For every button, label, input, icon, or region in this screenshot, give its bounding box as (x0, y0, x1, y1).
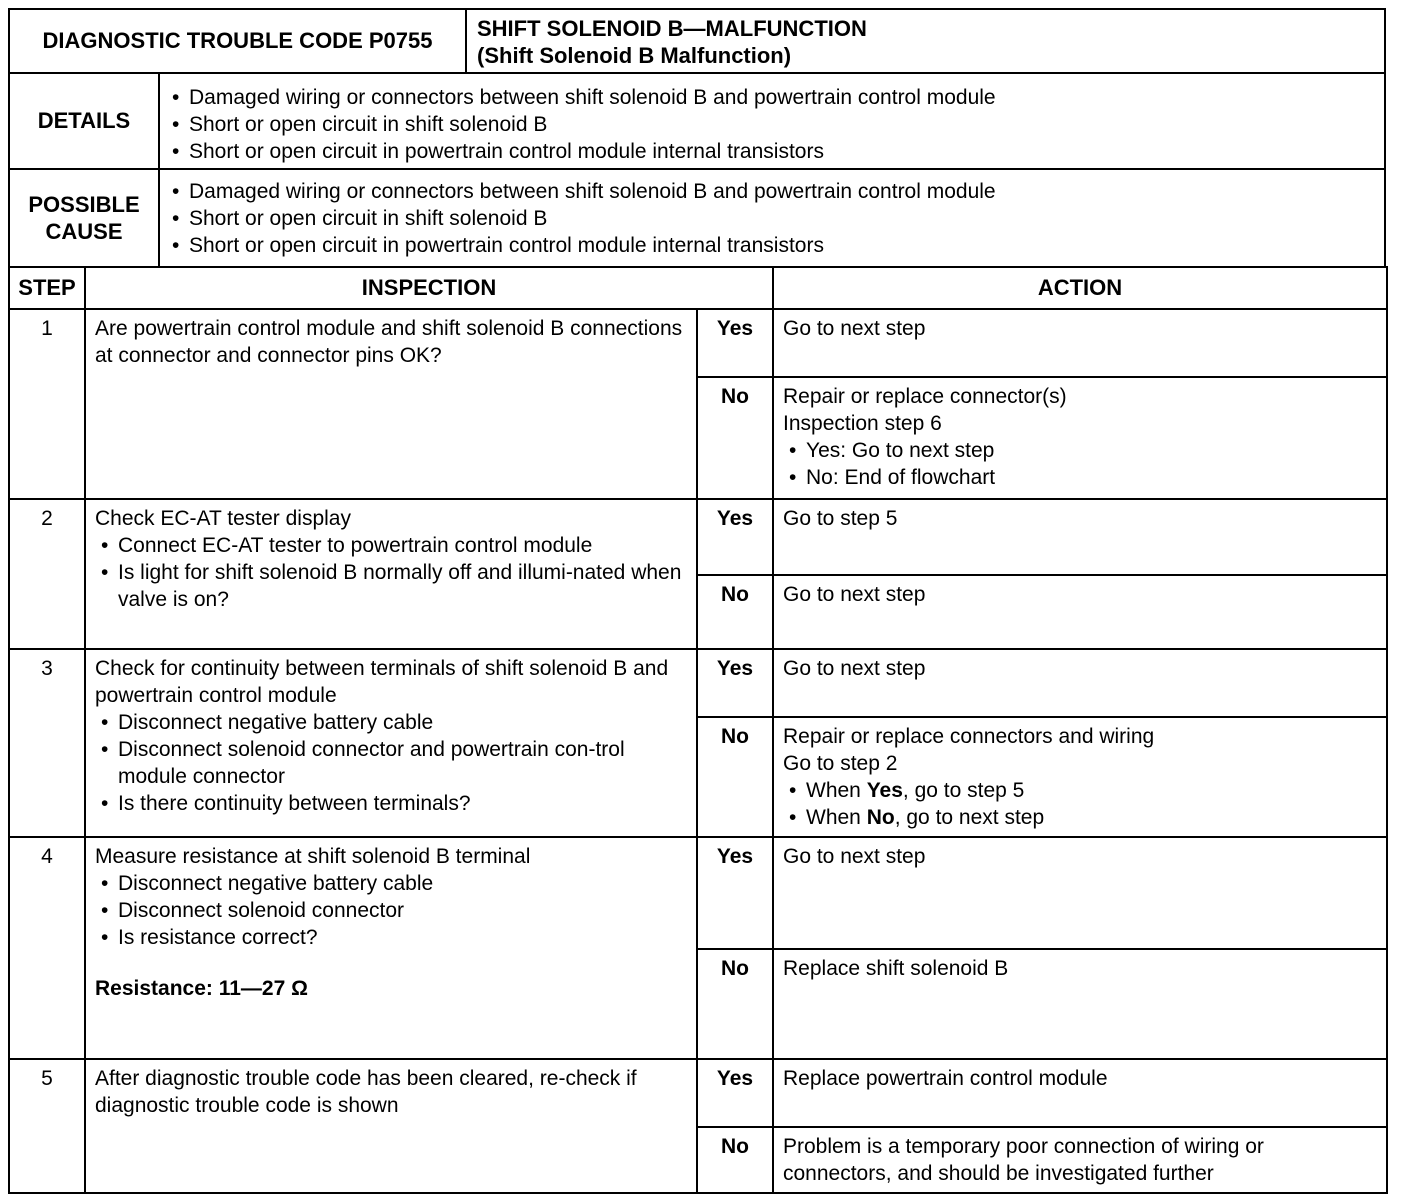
yes-action: Replace powertrain control module (773, 1059, 1387, 1127)
details-label: DETAILS (10, 74, 160, 168)
step-number: 4 (9, 837, 85, 1059)
inspection-cell: Check EC-AT tester display • Connect EC-AT tester to powertrain control module • Is light for shift solenoid B normally off and illumi-nated when valve is on? (85, 499, 697, 649)
details-item: • Short or open circuit in shift solenoid B (166, 111, 1366, 138)
details-item: • Short or open circuit in powertrain control module internal transistors (166, 138, 1366, 165)
possible-cause-section (8, 168, 1386, 268)
inspection-cell: Are powertrain control module and shift solenoid B connections at connector and connector pins OK? (85, 309, 697, 499)
no-action: Replace shift solenoid B (773, 949, 1387, 1059)
possible-cause-list (166, 178, 1366, 259)
code-label: DIAGNOSTIC TROUBLE CODE P0755 (42, 28, 433, 53)
details-item: • Damaged wiring or connectors between shift solenoid B and powertrain control module (166, 84, 1366, 111)
step-number: 1 (9, 309, 85, 499)
table-row (9, 499, 1387, 575)
details-section (8, 72, 1386, 170)
table-row (9, 309, 1387, 377)
col-action-header: ACTION (773, 267, 1387, 309)
step-number: 3 (9, 649, 85, 837)
yes-label: Yes (697, 837, 773, 949)
yes-action: Go to next step (773, 837, 1387, 949)
table-row (9, 837, 1387, 949)
possible-cause-item: • Short or open circuit in shift solenoid B (166, 205, 1366, 232)
possible-cause-item: • Damaged wiring or connectors between shift solenoid B and powertrain control module (166, 178, 1366, 205)
col-step-header: STEP (9, 267, 85, 309)
step-number: 2 (9, 499, 85, 649)
step-number: 5 (9, 1059, 85, 1193)
no-action: Problem is a temporary poor connection of wiring or connectors, and should be investigated further (773, 1127, 1387, 1193)
diagnostic-chart (8, 8, 1386, 1190)
title-line1: SHIFT SOLENOID B—MALFUNCTION (477, 16, 867, 41)
yes-label: Yes (697, 649, 773, 717)
no-label: No (697, 377, 773, 499)
no-label: No (697, 1127, 773, 1193)
possible-cause-item: • Short or open circuit in powertrain control module internal transistors (166, 232, 1366, 259)
no-label: No (697, 949, 773, 1059)
possible-cause-label: POSSIBLE CAUSE (10, 170, 160, 266)
no-action: Repair or replace connectors and wiring Go to step 2 • When Yes, go to step 5 • When No, go to next step (773, 717, 1387, 837)
table-row (9, 1059, 1387, 1127)
details-list (166, 84, 1366, 165)
yes-action: Go to next step (773, 649, 1387, 717)
table-row (9, 649, 1387, 717)
inspection-cell: Check for continuity between terminals of shift solenoid B and powertrain control module • Disconnect negative battery cable • Disconnect solenoid connector and powertrain con-trol module connector • Is there continuity between terminals? (85, 649, 697, 837)
table-header-row (9, 267, 1387, 309)
no-action: Go to next step (773, 575, 1387, 649)
yes-action: Go to step 5 (773, 499, 1387, 575)
col-inspection-header: INSPECTION (85, 267, 773, 309)
yes-label: Yes (697, 1059, 773, 1127)
code-label-cell (8, 8, 467, 74)
inspection-cell: After diagnostic trouble code has been cleared, re-check if diagnostic trouble code is shown (85, 1059, 697, 1193)
steps-table (8, 266, 1388, 1194)
inspection-cell: Measure resistance at shift solenoid B terminal • Disconnect negative battery cable • Disconnect solenoid connector • Is resistance correct? Resistance: 11—27 Ω (85, 837, 697, 1059)
yes-action: Go to next step (773, 309, 1387, 377)
yes-label: Yes (697, 499, 773, 575)
no-label: No (697, 575, 773, 649)
resistance-spec: Resistance: 11—27 Ω (95, 977, 308, 1000)
yes-label: Yes (697, 309, 773, 377)
no-action: Repair or replace connector(s) Inspection step 6 • Yes: Go to next step • No: End of flowchart (773, 377, 1387, 499)
no-label: No (697, 717, 773, 837)
title-line2: (Shift Solenoid B Malfunction) (477, 43, 792, 68)
title-cell (465, 8, 1386, 74)
